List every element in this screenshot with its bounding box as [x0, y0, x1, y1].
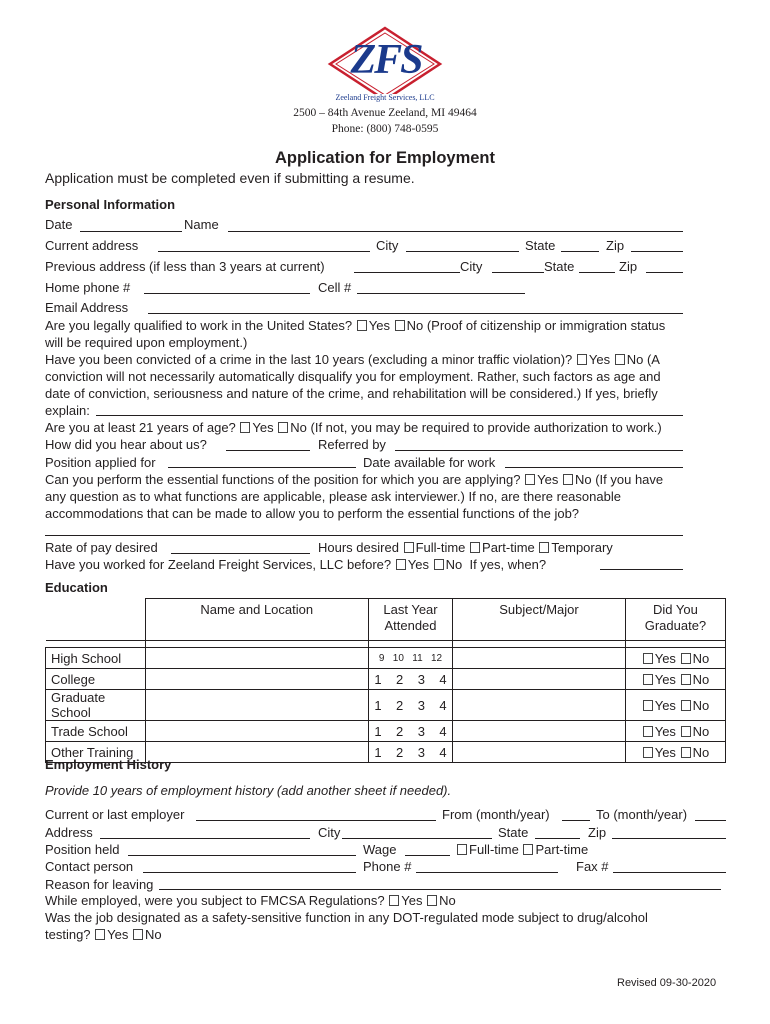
education-row — [46, 690, 726, 721]
no-label: No — [439, 893, 456, 908]
referred-label: Referred by — [318, 437, 386, 452]
date-field[interactable] — [80, 231, 182, 232]
hear-label: How did you hear about us? — [45, 437, 207, 452]
no-label: No — [692, 744, 710, 760]
previous-city-field[interactable] — [492, 272, 544, 273]
previous-zip-field[interactable] — [646, 272, 683, 273]
crime-note: (A — [646, 352, 660, 367]
previous-address-field[interactable] — [354, 272, 460, 273]
legal-yes-checkbox[interactable] — [357, 320, 367, 331]
crime-note-2: conviction will not necessarily automatically disqualify you for employment. Rather, such factors as age and — [45, 369, 661, 384]
graduated-yes-checkbox[interactable] — [643, 653, 653, 664]
education-row-label: Graduate School — [46, 690, 146, 721]
yes-label: Yes — [654, 723, 676, 739]
no-label: No — [406, 318, 424, 333]
from-field[interactable] — [562, 820, 590, 821]
worked-no-checkbox[interactable] — [434, 559, 444, 570]
name-label: Name — [184, 217, 219, 232]
emp-parttime-label: Part-time — [535, 842, 589, 857]
previous-state-field[interactable] — [579, 272, 615, 273]
zip-label: Zip — [606, 238, 625, 253]
employer-field[interactable] — [196, 820, 436, 821]
rate-label: Rate of pay desired — [45, 540, 158, 555]
graduated-cell[interactable] — [625, 690, 725, 721]
prev-state-label: State — [544, 259, 575, 274]
years-cell[interactable]: 1 2 3 4 — [368, 721, 452, 742]
no-label: No — [692, 723, 710, 739]
temporary-label: Temporary — [551, 540, 613, 555]
fmcsa-no-checkbox[interactable] — [427, 895, 437, 906]
employer-label: Current or last employer — [45, 807, 185, 822]
current-address-field[interactable] — [158, 251, 370, 252]
emp-parttime-checkbox[interactable] — [523, 844, 533, 855]
date-label: Date — [45, 217, 73, 232]
no-label: No — [290, 420, 307, 435]
essential-note-2: any question as to what functions are applicable, please ask interviewer.) If no, are there reasonable — [45, 489, 621, 504]
school-name-cell[interactable] — [145, 742, 368, 763]
yes-label: Yes — [654, 744, 676, 760]
current-zip-field[interactable] — [631, 251, 683, 252]
date-available-field[interactable] — [505, 467, 683, 468]
school-name-cell[interactable] — [145, 648, 368, 669]
graduated-no-checkbox[interactable] — [681, 653, 691, 664]
graduated-cell[interactable] — [625, 721, 725, 742]
worked-when-field[interactable] — [600, 569, 683, 570]
crime-note-3: date of conviction, seriousness and nature of the crime, and rehabilitation will be considered.) If yes, briefly — [45, 386, 658, 401]
reason-label: Reason for leaving — [45, 877, 154, 892]
education-row-label: Other Training — [46, 742, 146, 763]
position-held-label: Position held — [45, 842, 120, 857]
graduated-cell[interactable] — [625, 669, 725, 690]
hours-label: Hours desired — [318, 540, 399, 555]
education-row-label: High School — [46, 648, 146, 669]
emp-state-field[interactable] — [535, 838, 580, 839]
emp-fulltime-label: Full-time — [469, 842, 519, 857]
no-label: No — [574, 472, 592, 487]
contact-field[interactable] — [143, 872, 356, 873]
subject-cell[interactable] — [453, 721, 626, 742]
yes-label: Yes — [537, 472, 559, 487]
graduated-no-checkbox[interactable] — [681, 700, 691, 711]
essential-note: (If you have — [595, 472, 664, 487]
legal-note: (Proof of citizenship or immigration status — [426, 318, 666, 333]
graduated-cell[interactable] — [625, 648, 725, 669]
education-row-label: College — [46, 669, 146, 690]
col-graduate: Did You Graduate? — [625, 599, 725, 641]
fmcsa-yes-checkbox[interactable] — [389, 895, 399, 906]
date-available-label: Date available for work — [363, 455, 496, 470]
state-label: State — [525, 238, 556, 253]
legal-question: Are you legally qualified to work in the United States? — [45, 318, 353, 333]
emp-zip-field[interactable] — [612, 838, 726, 839]
col-last-year: Last Year Attended — [368, 599, 452, 641]
no-label: No — [692, 697, 710, 713]
reason-field[interactable] — [159, 889, 721, 890]
emp-fulltime-checkbox[interactable] — [457, 844, 467, 855]
legal-note-2: will be required upon employment.) — [45, 335, 248, 350]
subject-cell[interactable] — [453, 690, 626, 721]
graduated-no-checkbox[interactable] — [681, 747, 691, 758]
education-row — [46, 648, 726, 669]
name-field[interactable] — [228, 231, 683, 232]
parttime-label: Part-time — [482, 540, 535, 555]
education-table — [45, 598, 726, 763]
graduated-yes-checkbox[interactable] — [643, 747, 653, 758]
hear-field[interactable] — [226, 450, 310, 451]
education-row — [46, 669, 726, 690]
school-name-cell[interactable] — [145, 690, 368, 721]
legal-no-checkbox[interactable] — [395, 320, 405, 331]
age-note: (If not, you may be required to provide authorization to work.) — [310, 420, 662, 435]
employment-heading: Employment History — [45, 757, 172, 772]
home-phone-label: Home phone # — [45, 280, 131, 295]
emp-phone-field[interactable] — [416, 872, 558, 873]
no-label: No — [145, 927, 162, 942]
personal-heading: Personal Information — [45, 197, 176, 212]
dot-yes-checkbox[interactable] — [95, 929, 105, 940]
yes-label: Yes — [107, 927, 129, 942]
revised-date: Revised 09-30-2020 — [617, 977, 717, 989]
logo-text: ZFS — [350, 37, 422, 83]
email-label: Email Address — [45, 300, 129, 315]
emp-city-field[interactable] — [342, 838, 492, 839]
if-yes-when-label: If yes, when? — [469, 557, 547, 572]
essential-question: Can you perform the essential functions of the position for which you are applying? — [45, 472, 521, 487]
referred-field[interactable] — [395, 450, 683, 451]
cell-field[interactable] — [357, 293, 525, 294]
parttime-checkbox[interactable] — [470, 542, 480, 553]
wage-label: Wage — [363, 842, 397, 857]
essential-no-checkbox[interactable] — [563, 474, 573, 485]
contact-label: Contact person — [45, 859, 134, 874]
yes-label: Yes — [654, 650, 676, 666]
dot-no-checkbox[interactable] — [133, 929, 143, 940]
crime-no-checkbox[interactable] — [615, 354, 625, 365]
graduated-yes-checkbox[interactable] — [643, 726, 653, 737]
graduated-cell[interactable] — [625, 742, 725, 763]
explain-label: explain: — [45, 403, 90, 418]
fmcsa-question: While employed, were you subject to FMCSA Regulations? — [45, 893, 385, 908]
fulltime-checkbox[interactable] — [404, 542, 414, 553]
current-state-field[interactable] — [561, 251, 599, 252]
home-phone-field[interactable] — [144, 293, 310, 294]
position-held-field[interactable] — [128, 855, 356, 856]
subject-cell[interactable] — [453, 669, 626, 690]
age-yes-checkbox[interactable] — [240, 422, 250, 433]
company-logo — [326, 26, 444, 94]
col-name-location: Name and Location — [145, 599, 368, 641]
emp-address-label: Address — [45, 825, 93, 840]
no-label: No — [692, 650, 710, 666]
yes-label: Yes — [401, 893, 423, 908]
age-no-checkbox[interactable] — [278, 422, 288, 433]
fax-label: Fax # — [576, 859, 609, 874]
dot-question: Was the job designated as a safety-sensitive function in any DOT-regulated mode subject to drug/alcohol — [45, 910, 648, 925]
school-name-cell[interactable] — [145, 669, 368, 690]
yes-label: Yes — [368, 318, 390, 333]
col-subject: Subject/Major — [453, 599, 626, 641]
crime-question: Have you been convicted of a crime in the last 10 years (excluding a minor traffic violation)? — [45, 352, 573, 367]
emp-state-label: State — [498, 825, 529, 840]
emp-address-field[interactable] — [100, 838, 310, 839]
education-row-label: Trade School — [46, 721, 146, 742]
position-label: Position applied for — [45, 455, 156, 470]
page-subtitle: Application must be completed even if submitting a resume. — [45, 170, 415, 186]
current-city-field[interactable] — [406, 251, 519, 252]
company-address: 2500 – 84th Avenue Zeeland, MI 49464 — [293, 107, 477, 119]
rate-field[interactable] — [171, 553, 310, 554]
education-row — [46, 721, 726, 742]
worked-before-question: Have you worked for Zeeland Freight Services, LLC before? — [45, 557, 392, 572]
temporary-checkbox[interactable] — [539, 542, 549, 553]
no-label: No — [692, 671, 710, 687]
years-cell[interactable]: 1 2 3 4 — [368, 669, 452, 690]
cell-label: Cell # — [318, 280, 352, 295]
yes-label: Yes — [654, 697, 676, 713]
page-title: Application for Employment — [274, 149, 495, 167]
school-name-cell[interactable] — [145, 721, 368, 742]
city-label: City — [376, 238, 399, 253]
from-label: From (month/year) — [442, 807, 550, 822]
subject-cell[interactable] — [453, 648, 626, 669]
company-name: Zeeland Freight Services, LLC — [335, 93, 435, 102]
prev-zip-label: Zip — [619, 259, 638, 274]
years-cell[interactable]: 9 10 11 12 — [368, 648, 452, 669]
age-question: Are you at least 21 years of age? — [45, 420, 236, 435]
no-label: No — [445, 557, 463, 572]
worked-yes-checkbox[interactable] — [396, 559, 406, 570]
wage-field[interactable] — [405, 855, 450, 856]
email-field[interactable] — [148, 313, 683, 314]
emp-city-label: City — [318, 825, 341, 840]
position-field[interactable] — [168, 467, 356, 468]
previous-address-label: Previous address (if less than 3 years at current) — [45, 259, 325, 274]
yes-label: Yes — [654, 671, 676, 687]
essential-note-3: accommodations that can be made to allow you to perform the essential functions of the job? — [45, 506, 580, 521]
yes-label: Yes — [252, 420, 274, 435]
fulltime-label: Full-time — [415, 540, 466, 555]
education-heading: Education — [45, 580, 108, 595]
explain-field[interactable] — [96, 415, 683, 416]
graduated-no-checkbox[interactable] — [681, 674, 691, 685]
subject-cell[interactable] — [453, 742, 626, 763]
company-phone: Phone: (800) 748-0595 — [331, 123, 439, 135]
graduated-yes-checkbox[interactable] — [643, 674, 653, 685]
crime-yes-checkbox[interactable] — [577, 354, 587, 365]
to-field[interactable] — [695, 820, 726, 821]
graduated-no-checkbox[interactable] — [681, 726, 691, 737]
dot-question-2: testing? — [45, 927, 91, 942]
fax-field[interactable] — [613, 872, 726, 873]
emp-phone-label: Phone # — [363, 859, 412, 874]
yes-label: Yes — [407, 557, 429, 572]
current-address-label: Current address — [45, 238, 139, 253]
to-label: To (month/year) — [596, 807, 688, 822]
yes-label: Yes — [588, 352, 611, 367]
emp-zip-label: Zip — [588, 825, 607, 840]
essential-yes-checkbox[interactable] — [525, 474, 535, 485]
accommodations-field[interactable] — [45, 535, 683, 536]
years-cell[interactable]: 1 2 3 4 — [368, 742, 452, 763]
no-label: No — [626, 352, 644, 367]
prev-city-label: City — [460, 259, 483, 274]
employment-note: Provide 10 years of employment history (add another sheet if needed). — [45, 783, 452, 798]
years-cell[interactable]: 1 2 3 4 — [368, 690, 452, 721]
graduated-yes-checkbox[interactable] — [643, 700, 653, 711]
